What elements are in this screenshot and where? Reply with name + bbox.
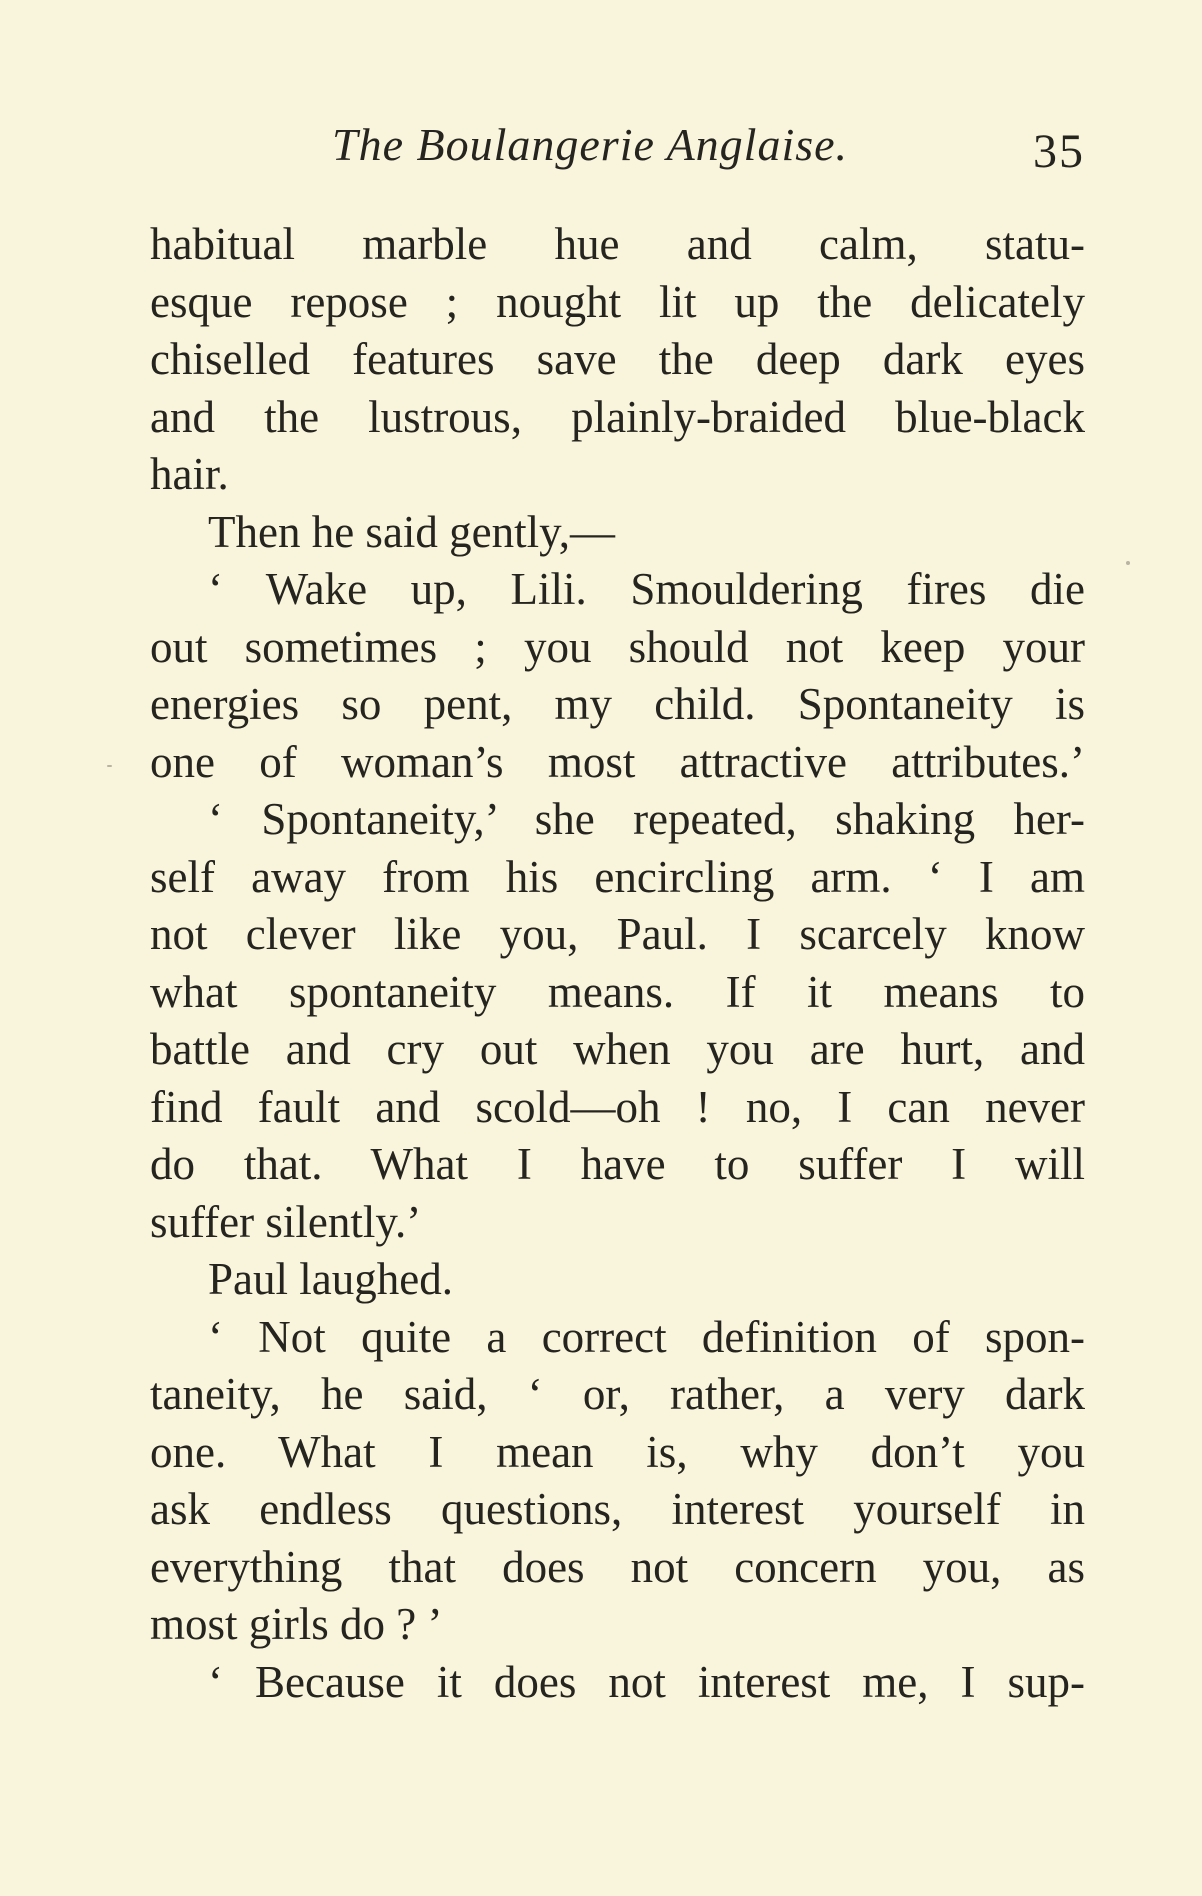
- text-line: battle and cry out when you are hurt, and: [150, 1024, 1085, 1074]
- text-line: suffer silently.’: [150, 1196, 422, 1247]
- text-line: everything that does not concern you, as: [150, 1541, 1085, 1592]
- paper-speck: [107, 765, 112, 767]
- text-line: do that. What I have to suffer I will: [150, 1139, 1085, 1189]
- text-line: energies so pent, my child. Spontaneity is: [150, 679, 1085, 729]
- body-text: [150, 216, 1085, 1711]
- text-line: not clever like you, Paul. I scarcely know: [150, 909, 1085, 959]
- text-line: what spontaneity means. If it means to: [150, 966, 1085, 1017]
- text-line: and the lustrous, plainly-braided blue-black: [150, 391, 1085, 442]
- text-line: find fault and scold—oh ! no, I can never: [150, 1081, 1085, 1132]
- text-line: one of woman’s most attractive attributes.’: [150, 736, 1085, 787]
- text-line: ask endless questions, interest yourself in: [150, 1484, 1085, 1534]
- text-line: hair.: [150, 449, 229, 499]
- text-line: most girls do ? ’: [150, 1599, 443, 1649]
- text-line: ‘ Spontaneity,’ she repeated, shaking her-: [208, 794, 1085, 844]
- text-line: ‘ Because it does not interest me, I sup-: [208, 1656, 1085, 1707]
- text-line: esque repose ; nought lit up the delicately: [150, 276, 1085, 327]
- running-title: The Boulangerie Anglaise.: [332, 119, 849, 170]
- paper-speck: [1126, 561, 1130, 565]
- text-line: out sometimes ; you should not keep your: [150, 621, 1085, 672]
- text-line: chiselled features save the deep dark eyes: [150, 334, 1085, 384]
- text-line: one. What I mean is, why don’t you: [150, 1426, 1085, 1477]
- text-line: Paul laughed.: [208, 1254, 453, 1304]
- text-line: habitual marble hue and calm, statu-: [150, 219, 1085, 269]
- text-line: ‘ Not quite a correct definition of spon-: [208, 1311, 1085, 1362]
- running-header: [150, 110, 1085, 180]
- page-number: 35: [1033, 125, 1085, 178]
- text-line: taneity, he said, ‘ or, rather, a very dark: [150, 1369, 1085, 1419]
- text-line: self away from his encircling arm. ‘ I am: [150, 851, 1085, 902]
- text-line: ‘ Wake up, Lili. Smouldering fires die: [208, 564, 1085, 614]
- text-line: Then he said gently,—: [208, 506, 615, 557]
